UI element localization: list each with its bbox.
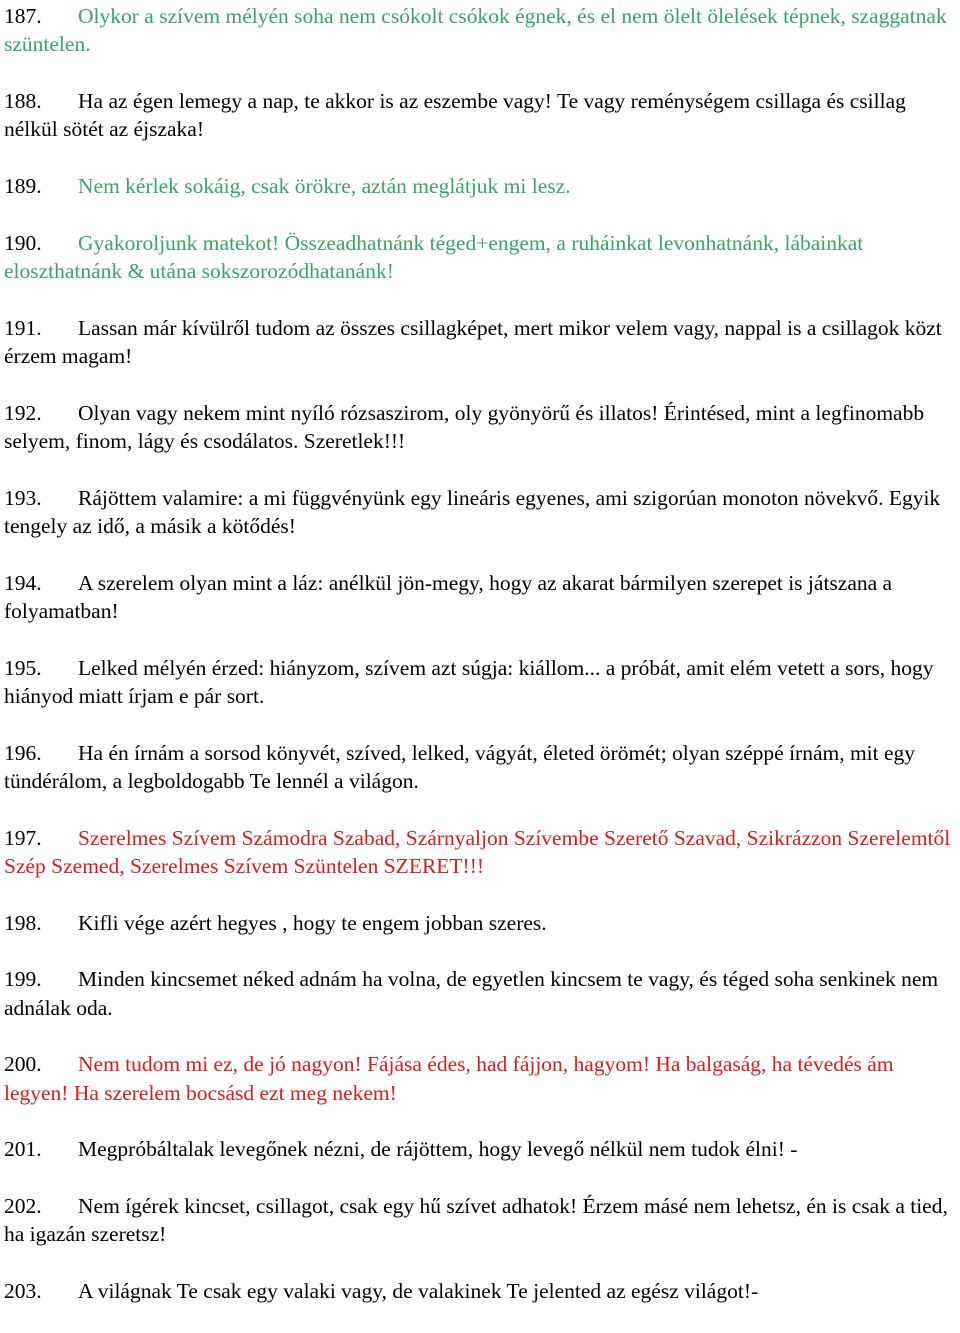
entry-text: Nem tudom mi ez, de jó nagyon! Fájása édes, had fájjon, hagyom! Ha balgaság, ha tévedés ám legyen! Ha szerelem bocsásd ezt meg nekem!	[4, 1052, 894, 1105]
entry-text: Nem kérlek sokáig, csak örökre, aztán meglátjuk mi lesz.	[78, 174, 571, 198]
entry-number: 191.	[4, 315, 42, 340]
entry-text: A szerelem olyan mint a láz: anélkül jön-megy, hogy az akarat bármilyen szerepet is játszana a folyamatban!	[4, 570, 893, 623]
entry-number: 188.	[4, 89, 42, 113]
entry-text: Gyakoroljunk matekot! Összeadhatnánk téged+engem, a ruháinkat levonhatnánk, lábainkat eloszthatnánk & utána sokszorozódhatanánk!	[4, 230, 864, 283]
entry-197	[4, 824, 956, 881]
entry-number: 193.	[4, 485, 42, 510]
entry-text: Olykor a szívem mélyén soha nem csókolt csókok égnek, és el nem ölelt ölelések tépnek, szaggatnak szüntelen.	[4, 4, 947, 57]
entry-187	[4, 2, 956, 59]
entry-text: Minden kincsemet néked adnám ha volna, de egyetlen kincsem te vagy, és téged soha senkinek nem adnálak oda.	[4, 967, 939, 1020]
entry-193	[4, 484, 956, 541]
entry-number: 197.	[4, 825, 42, 850]
entry-text: Megpróbáltalak levegőnek nézni, de rájöttem, hogy levegő nélkül nem tudok élni! -	[78, 1137, 798, 1162]
entry-191	[4, 314, 956, 371]
entry-text: Rájöttem valamire: a mi függvényünk egy lineáris egyenes, ami szigorúan monoton növekvő. Egyik tengely az idő, a másik a kötődés!	[4, 485, 941, 538]
entry-190	[4, 229, 956, 286]
entry-text: Ha az égen lemegy a nap, te akkor is az eszembe vagy! Te vagy reménységem csillaga és csillag nélkül sötét az éjszaka!	[4, 89, 906, 142]
entry-number: 202.	[4, 1193, 42, 1218]
entry-194	[4, 569, 956, 626]
entry-number: 203.	[4, 1278, 42, 1303]
entry-200	[4, 1050, 956, 1107]
entry-number: 187.	[4, 4, 42, 28]
entry-189	[4, 172, 956, 200]
entry-201	[4, 1135, 956, 1163]
entry-196	[4, 739, 956, 796]
entry-number: 199.	[4, 967, 42, 992]
entry-number: 201.	[4, 1137, 42, 1162]
entry-number: 200.	[4, 1052, 42, 1077]
document-body	[4, 2, 956, 1333]
entry-number: 192.	[4, 400, 42, 425]
entry-198	[4, 909, 956, 937]
entry-number: 198.	[4, 910, 42, 935]
entry-number: 189.	[4, 174, 42, 198]
entry-text: Lelked mélyén érzed: hiányzom, szívem azt súgja: kiállom... a próbát, amit elém vetett a sors, hogy hiányod miatt írjam e pár sort.	[4, 655, 934, 708]
entry-text: Ha én írnám a sorsod könyvét, szíved, lelked, vágyát, életed örömét; olyan széppé írnám, mit egy tündérálom, a legboldogabb Te lennél a világon.	[4, 740, 916, 793]
entry-text: Kifli vége azért hegyes , hogy te engem jobban szeres.	[78, 910, 547, 935]
entry-text: Szerelmes Szívem Számodra Szabad, Szárnyaljon Szívembe Szerető Szavad, Szikrázzon Szerelemtől Szép Szemed, Szerelmes Szívem Szüntelen SZERET!!!	[4, 825, 951, 878]
entry-192	[4, 399, 956, 456]
entry-199	[4, 965, 956, 1022]
entry-number: 194.	[4, 570, 42, 595]
entry-number: 190.	[4, 230, 42, 255]
entry-number: 196.	[4, 740, 42, 765]
entry-188	[4, 87, 956, 144]
entry-text: Olyan vagy nekem mint nyíló rózsaszirom, oly gyönyörű és illatos! Érintésed, mint a legfinomabb selyem, finom, lágy és csodálatos. Szeretlek!!!	[4, 400, 925, 453]
entry-202	[4, 1192, 956, 1249]
entry-number: 195.	[4, 655, 42, 680]
entry-195	[4, 654, 956, 711]
entry-text: Lassan már kívülről tudom az összes csillagképet, mert mikor velem vagy, nappal is a csillagok közt érzem magam!	[4, 315, 942, 368]
entry-text: Nem ígérek kincset, csillagot, csak egy hű szívet adhatok! Érzem másé nem lehetsz, én is csak a tied, ha igazán szeretsz!	[4, 1193, 948, 1247]
entry-text: A világnak Te csak egy valaki vagy, de valakinek Te jelented az egész világot!-	[78, 1278, 759, 1303]
